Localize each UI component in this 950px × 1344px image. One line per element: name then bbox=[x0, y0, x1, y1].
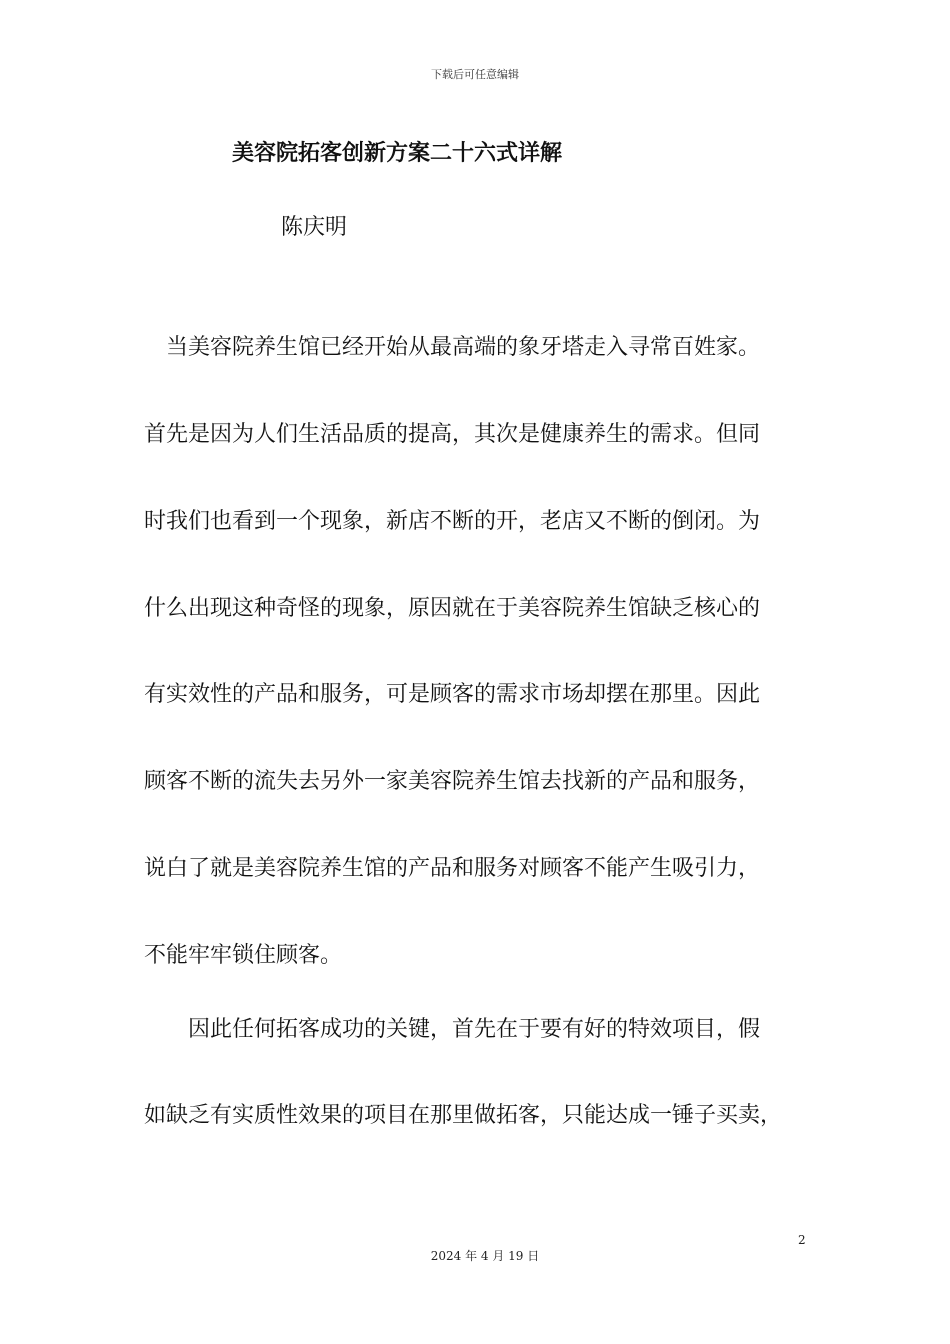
paragraph-line: 因此任何拓客成功的关键，首先在于要有好的特效项目，假 bbox=[144, 1017, 761, 1042]
paragraph-line: 当美容院养生馆已经开始从最高端的象牙塔走入寻常百姓家。 bbox=[144, 335, 761, 360]
paragraph-line: 如缺乏有实质性效果的项目在那里做拓客，只能达成一锤子买卖， bbox=[144, 1103, 783, 1128]
paragraph-line: 什么出现这种奇怪的现象，原因就在于美容院养生馆缺乏核心的 bbox=[144, 596, 761, 621]
page-number: 2 bbox=[798, 1233, 806, 1247]
paragraph-line: 顾客不断的流失去另外一家美容院养生馆去找新的产品和服务， bbox=[144, 769, 761, 794]
paragraph-line: 有实效性的产品和服务，可是顾客的需求市场却摆在那里。因此 bbox=[144, 682, 761, 707]
footer-date: 2024 年 4 月 19 日 bbox=[430, 1249, 540, 1263]
header-note: 下载后可任意编辑 bbox=[431, 68, 519, 81]
paragraph-line: 时我们也看到一个现象，新店不断的开，老店又不断的倒闭。为 bbox=[144, 509, 761, 534]
paragraph-line: 首先是因为人们生活品质的提高，其次是健康养生的需求。但同 bbox=[144, 422, 761, 447]
paragraph-line: 不能牢牢锁住顾客。 bbox=[144, 943, 343, 968]
document-author: 陈庆明 bbox=[281, 215, 348, 240]
document-title: 美容院拓客创新方案二十六式详解 bbox=[232, 141, 563, 166]
paragraph-line: 说白了就是美容院养生馆的产品和服务对顾客不能产生吸引力， bbox=[144, 856, 761, 881]
